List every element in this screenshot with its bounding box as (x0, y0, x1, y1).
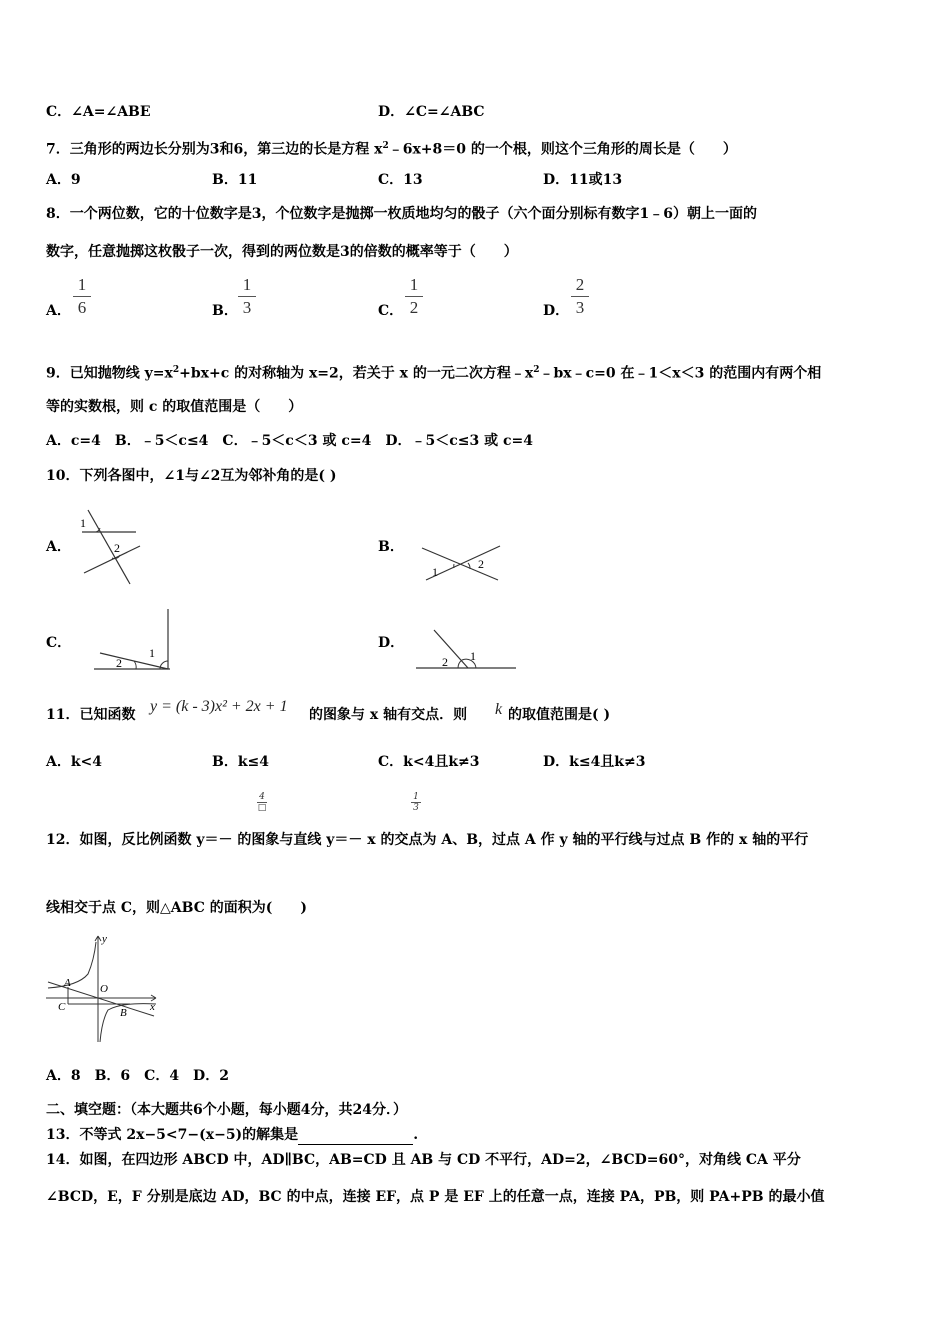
q11-formula: y = (k - 3)x² + 2x + 1 (150, 698, 288, 715)
q12-label-b: B (120, 1007, 127, 1019)
q8-option-b-label: B． (212, 303, 238, 319)
q10-figure-d-angle-2: 2 (442, 655, 448, 669)
q12-label-o: O (100, 983, 108, 995)
q9-options: A．c=4 B．﹣5＜c≤4 C．﹣5＜c＜3 或 c=4 D．﹣5＜c≤3 或 c=4 (46, 433, 533, 449)
q9-stem-line2: 等的实数根，则 c 的取值范围是（ ） (46, 399, 303, 415)
section-2-heading: 二、填空题：（本大题共6个小题，每小题4分，共24分．） (46, 1102, 407, 1118)
q9-stem-line1: 9．已知抛物线 $y=x^2+bx+c$ 的对称轴为 x=2，若关于 x 的一元二次方程$﹣x^2﹣bx﹣c=0$ 在﹣1＜x＜3 的范围内有两个相 (46, 365, 822, 382)
q10-option-d-label: D． (378, 635, 405, 651)
q10-stem: 10．下列各图中，∠1与∠2互为邻补角的是( ) (46, 468, 337, 484)
q8-stem-line1: 8．一个两位数，它的十位数字是3，个位数字是抛掷一枚质地均匀的骰子（六个面分别标有数字1﹣6）朝上一面的 (46, 206, 757, 222)
q8-stem-line2: 数字，任意抛掷这枚骰子一次，得到的两位数是3的倍数的概率等于（ ） (46, 244, 518, 260)
q10-figure-d-angle-1: 1 (470, 649, 476, 663)
q10-figure-d (412, 626, 518, 672)
q10-figure-a-angle-2: 2 (114, 541, 120, 555)
q7-option-d: D．11或13 (543, 172, 623, 188)
q13-answer-blank[interactable] (298, 1130, 413, 1145)
q14-stem-line2: ∠BCD，E，F 分别是底边 AD，BC 的中点，连接 EF，点 P 是 EF 上的任意一点，连接 PA，PB，则 PA+PB 的最小值 (46, 1189, 825, 1205)
q10-option-a-label: A． (46, 539, 71, 555)
q10-figure-c-angle-1: 1 (149, 646, 155, 660)
q8-option-a-label: A． (46, 303, 71, 319)
q11-option-b: B．k≤4 (212, 754, 270, 770)
q10-option-c-label: C． (46, 635, 72, 651)
q7-option-b: B．11 (212, 172, 258, 188)
q8-option-a-fraction: 1 6 (72, 277, 92, 316)
q11-stem-c: 的取值范围是( ) (508, 707, 611, 723)
q8-option-c-label: C． (378, 303, 404, 319)
q11-stem-a: 11．已知函数 (46, 707, 136, 723)
q10-figure-a (74, 508, 144, 586)
q11-var-k: k (495, 701, 503, 718)
q10-figure-b (418, 538, 504, 584)
q10-option-b-label: B． (378, 539, 404, 555)
q8-option-d-label: D． (543, 303, 570, 319)
q12-stem-line2: 线相交于点 C，则△ABC 的面积为( ) (46, 900, 308, 916)
q7-stem: 7．三角形的两边长分别为3和6，第三边的长是方程 $x^2﹣6x+8=0$ 的一个根，则这个三角形的周长是（ ） (46, 141, 737, 158)
q12-fraction-1-3: 1 3 (411, 793, 421, 812)
q10-figure-c (90, 607, 174, 675)
q12-fraction-4: 4 □ (257, 792, 267, 813)
q12-label-x: x (150, 1001, 155, 1013)
q12-label-c: C (58, 1001, 66, 1013)
q10-figure-b-angle-2: 2 (478, 557, 484, 571)
q12-options: A．8 B．6 C．4 D．2 (46, 1068, 229, 1084)
q13-stem: 13．不等式 2x−5<7−(x−5)的解集是 . (46, 1127, 419, 1143)
q11-option-d: D．k≤4且k≠3 (543, 754, 646, 770)
prev-option-d: D．∠C=∠ABC (378, 104, 485, 120)
q11-option-a: A．k<4 (46, 754, 103, 770)
q10-figure-c-angle-2: 2 (116, 656, 122, 670)
q10-figure-a-angle-1: 1 (80, 516, 86, 530)
q7-option-c: C．13 (378, 172, 423, 188)
q12-label-y: y (102, 933, 107, 945)
q8-option-b-fraction: 1 3 (237, 277, 257, 316)
q11-stem-b: 的图象与 x 轴有交点．则 (309, 707, 468, 723)
q12-graph (42, 930, 166, 1046)
q12-stem-line1: 12．如图，反比例函数 y＝－ 的图象与直线 y＝－ x 的交点为 A、B，过点 A 作 y 轴的平行线与过点 B 作的 x 轴的平行 (46, 832, 809, 848)
prev-option-c: C．∠A=∠ABE (46, 104, 151, 120)
q7-option-a: A．9 (46, 172, 81, 188)
q8-option-d-fraction: 2 3 (570, 277, 590, 316)
q12-label-a: A (64, 977, 71, 989)
q8-option-c-fraction: 1 2 (404, 277, 424, 316)
q11-option-c: C．k<4且k≠3 (378, 754, 480, 770)
q10-figure-b-angle-1: 1 (432, 565, 438, 579)
q14-stem-line1: 14．如图，在四边形 ABCD 中，AD∥BC，AB=CD 且 AB 与 CD 不平行，AD=2，∠BCD=60°，对角线 CA 平分 (46, 1152, 801, 1168)
